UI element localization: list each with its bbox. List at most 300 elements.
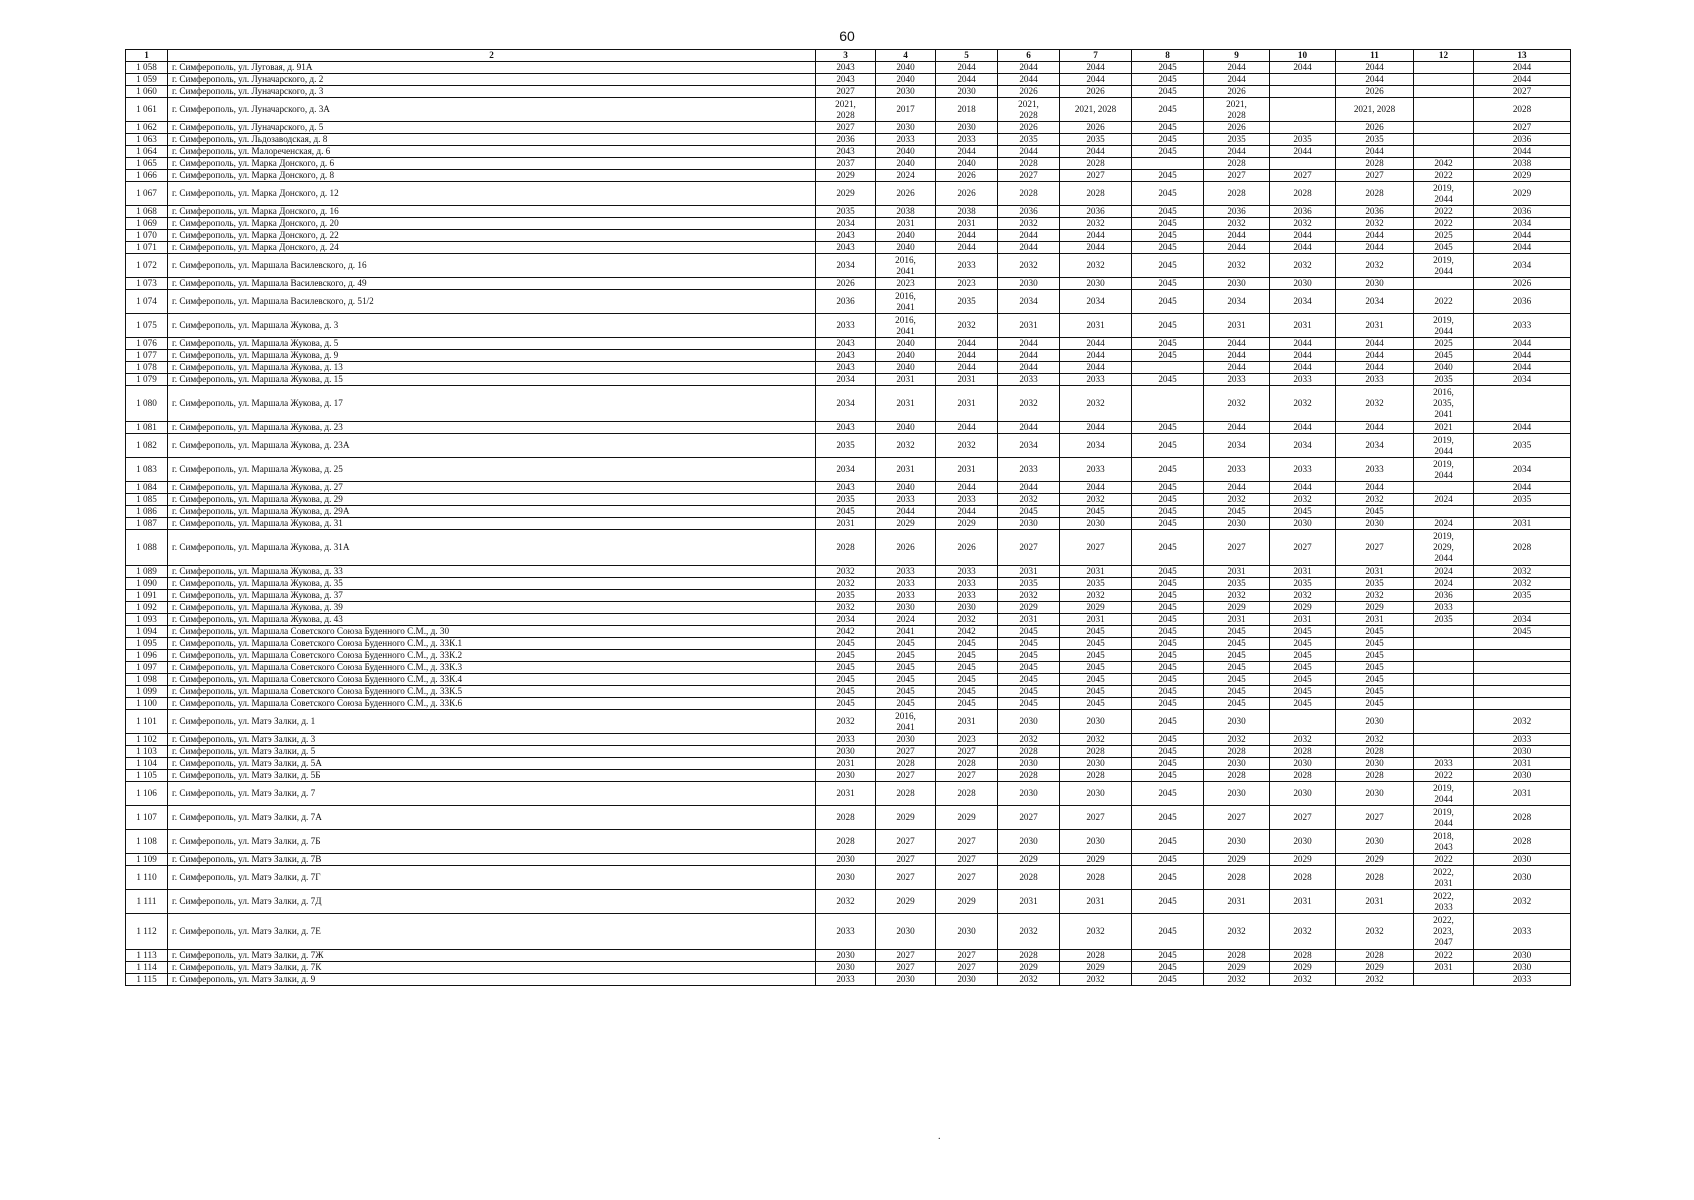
year-cell: 2034 <box>1474 374 1571 386</box>
year-cell: 2044 <box>1474 362 1571 374</box>
year-cell: 2031 <box>1336 614 1414 626</box>
year-cell: 2029 <box>1204 854 1270 866</box>
year-cell: 2018 <box>936 98 998 122</box>
column-header: 12 <box>1414 50 1474 62</box>
year-cell: 2045 <box>1132 62 1204 74</box>
year-cell: 2033 <box>876 578 936 590</box>
table-row <box>126 686 1571 698</box>
year-cell: 2033 <box>998 374 1060 386</box>
year-cell: 2035 <box>816 434 876 458</box>
row-number: 1 073 <box>126 278 168 290</box>
year-cell: 2031 <box>816 518 876 530</box>
year-cell: 2026 <box>1060 86 1132 98</box>
year-cell: 2045 <box>1336 686 1414 698</box>
year-cell: 2026 <box>1336 122 1414 134</box>
year-cell: 2045 <box>1132 578 1204 590</box>
year-cell: 2032 <box>936 314 998 338</box>
year-cell: 2027 <box>876 866 936 890</box>
table-row <box>126 146 1571 158</box>
year-cell: 2044 <box>1060 74 1132 86</box>
year-cell: 2032 <box>1060 494 1132 506</box>
year-cell: 2029 <box>1060 962 1132 974</box>
year-cell: 2044 <box>1204 230 1270 242</box>
year-cell: 2016, 2041 <box>876 314 936 338</box>
year-cell: 2032 <box>1204 974 1270 986</box>
year-cell: 2045 <box>1270 650 1336 662</box>
year-cell: 2045 <box>1132 830 1204 854</box>
year-cell: 2027 <box>816 122 876 134</box>
year-cell: 2044 <box>936 242 998 254</box>
year-cell: 2031 <box>1270 566 1336 578</box>
year-cell: 2027 <box>876 950 936 962</box>
year-cell: 2044 <box>1336 230 1414 242</box>
row-number: 1 087 <box>126 518 168 530</box>
year-cell: 2026 <box>998 122 1060 134</box>
year-cell: 2023 <box>936 734 998 746</box>
year-cell: 2044 <box>936 506 998 518</box>
year-cell: 2031 <box>936 218 998 230</box>
year-cell: 2032 <box>876 434 936 458</box>
year-cell: 2027 <box>998 530 1060 566</box>
year-cell: 2045 <box>1132 590 1204 602</box>
year-cell: 2042 <box>816 626 876 638</box>
year-cell: 2043 <box>816 230 876 242</box>
year-cell: 2028 <box>1204 746 1270 758</box>
year-cell: 2019, 2044 <box>1414 314 1474 338</box>
year-cell: 2044 <box>936 230 998 242</box>
table-row <box>126 242 1571 254</box>
year-cell: 2040 <box>876 230 936 242</box>
year-cell: 2030 <box>998 782 1060 806</box>
year-cell: 2029 <box>1474 170 1571 182</box>
year-cell: 2030 <box>998 758 1060 770</box>
address-cell: г. Симферополь, ул. Марка Донского, д. 20 <box>168 218 816 230</box>
year-cell: 2045 <box>1204 686 1270 698</box>
year-cell: 2030 <box>1270 278 1336 290</box>
year-cell <box>1474 602 1571 614</box>
year-cell: 2032 <box>998 914 1060 950</box>
year-cell: 2045 <box>1132 518 1204 530</box>
address-cell: г. Симферополь, ул. Маршала Жукова, д. 29 <box>168 494 816 506</box>
table-row <box>126 806 1571 830</box>
year-cell: 2044 <box>1060 62 1132 74</box>
year-cell: 2045 <box>998 674 1060 686</box>
year-cell: 2031 <box>876 374 936 386</box>
address-cell: г. Симферополь, ул. Матэ Залки, д. 7Б <box>168 830 816 854</box>
year-cell: 2045 <box>1132 506 1204 518</box>
year-cell: 2045 <box>876 662 936 674</box>
year-cell: 2032 <box>816 710 876 734</box>
year-cell: 2032 <box>998 218 1060 230</box>
table-row <box>126 734 1571 746</box>
address-cell: г. Симферополь, ул. Марка Донского, д. 22 <box>168 230 816 242</box>
address-cell: г. Симферополь, ул. Луначарского, д. 2 <box>168 74 816 86</box>
year-cell: 2045 <box>1132 350 1204 362</box>
year-cell <box>1414 638 1474 650</box>
year-cell: 2027 <box>936 830 998 854</box>
row-number: 1 108 <box>126 830 168 854</box>
row-number: 1 083 <box>126 458 168 482</box>
year-cell: 2034 <box>998 290 1060 314</box>
year-cell: 2032 <box>1060 590 1132 602</box>
year-cell: 2045 <box>1060 662 1132 674</box>
year-cell <box>1474 674 1571 686</box>
row-number: 1 095 <box>126 638 168 650</box>
year-cell: 2034 <box>816 386 876 422</box>
year-cell: 2033 <box>876 494 936 506</box>
address-cell: г. Симферополь, ул. Матэ Залки, д. 1 <box>168 710 816 734</box>
year-cell: 2032 <box>1060 386 1132 422</box>
page-number: 60 <box>839 28 855 44</box>
year-cell: 2044 <box>1270 362 1336 374</box>
table-row <box>126 254 1571 278</box>
year-cell: 2027 <box>876 746 936 758</box>
year-cell <box>1414 122 1474 134</box>
table-row <box>126 134 1571 146</box>
year-cell: 2032 <box>1474 890 1571 914</box>
address-cell: г. Симферополь, ул. Льдозаводская, д. 8 <box>168 134 816 146</box>
year-cell: 2044 <box>1270 146 1336 158</box>
table-row <box>126 890 1571 914</box>
table-row <box>126 386 1571 422</box>
year-cell: 2040 <box>876 242 936 254</box>
year-cell: 2045 <box>1270 506 1336 518</box>
year-cell: 2031 <box>1204 890 1270 914</box>
year-cell: 2033 <box>1474 734 1571 746</box>
address-cell: г. Симферополь, ул. Марка Донского, д. 12 <box>168 182 816 206</box>
address-cell: г. Симферополь, ул. Маршала Жукова, д. 3 <box>168 314 816 338</box>
year-cell: 2033 <box>1060 458 1132 482</box>
year-cell: 2044 <box>1204 362 1270 374</box>
address-cell: г. Симферополь, ул. Маршала Василевского, д. 51/2 <box>168 290 816 314</box>
year-cell: 2032 <box>1060 218 1132 230</box>
address-cell: г. Симферополь, ул. Маршала Жукова, д. 5 <box>168 338 816 350</box>
year-cell: 2027 <box>1336 530 1414 566</box>
address-cell: г. Симферополь, ул. Маршала Жукова, д. 23А <box>168 434 816 458</box>
year-cell: 2022 <box>1414 170 1474 182</box>
year-cell <box>1414 698 1474 710</box>
year-cell: 2032 <box>1270 254 1336 278</box>
row-number: 1 061 <box>126 98 168 122</box>
year-cell: 2033 <box>876 590 936 602</box>
year-cell: 2045 <box>816 506 876 518</box>
table-row <box>126 674 1571 686</box>
year-cell: 2045 <box>1132 494 1204 506</box>
year-cell: 2035 <box>1204 134 1270 146</box>
year-cell: 2045 <box>998 686 1060 698</box>
year-cell: 2030 <box>876 86 936 98</box>
address-cell: г. Симферополь, ул. Маршала Жукова, д. 9 <box>168 350 816 362</box>
address-cell: г. Симферополь, ул. Матэ Залки, д. 5 <box>168 746 816 758</box>
year-cell: 2032 <box>816 578 876 590</box>
year-cell: 2038 <box>876 206 936 218</box>
year-cell: 2022 <box>1414 218 1474 230</box>
address-cell: г. Симферополь, ул. Луговая, д. 91А <box>168 62 816 74</box>
year-cell: 2032 <box>1204 386 1270 422</box>
year-cell: 2044 <box>936 338 998 350</box>
row-number: 1 058 <box>126 62 168 74</box>
year-cell: 2032 <box>936 614 998 626</box>
year-cell: 2034 <box>1474 254 1571 278</box>
table-row <box>126 362 1571 374</box>
column-header: 13 <box>1474 50 1571 62</box>
year-cell: 2023 <box>876 278 936 290</box>
year-cell: 2028 <box>1474 830 1571 854</box>
year-cell: 2045 <box>1132 314 1204 338</box>
row-number: 1 092 <box>126 602 168 614</box>
year-cell: 2044 <box>1204 422 1270 434</box>
year-cell: 2031 <box>998 890 1060 914</box>
year-cell: 2026 <box>876 530 936 566</box>
year-cell: 2045 <box>1132 134 1204 146</box>
address-cell: г. Симферополь, ул. Маршала Жукова, д. 17 <box>168 386 816 422</box>
year-cell: 2036 <box>1336 206 1414 218</box>
address-cell: г. Симферополь, ул. Марка Донского, д. 24 <box>168 242 816 254</box>
year-cell: 2043 <box>816 242 876 254</box>
row-number: 1 094 <box>126 626 168 638</box>
year-cell: 2030 <box>1474 746 1571 758</box>
year-cell: 2024 <box>1414 578 1474 590</box>
year-cell: 2030 <box>998 830 1060 854</box>
year-cell: 2035 <box>1474 434 1571 458</box>
year-cell: 2044 <box>1336 74 1414 86</box>
year-cell: 2032 <box>1336 494 1414 506</box>
address-cell: г. Симферополь, ул. Матэ Залки, д. 7В <box>168 854 816 866</box>
year-cell: 2045 <box>1132 530 1204 566</box>
year-cell: 2028 <box>1474 530 1571 566</box>
year-cell: 2029 <box>1474 182 1571 206</box>
address-cell: г. Симферополь, ул. Маршала Советского Союза Буденного С.М., д. 33К.6 <box>168 698 816 710</box>
year-cell: 2019, 2044 <box>1414 434 1474 458</box>
year-cell: 2045 <box>998 638 1060 650</box>
year-cell: 2036 <box>1270 206 1336 218</box>
year-cell: 2028 <box>1204 866 1270 890</box>
year-cell: 2027 <box>1060 170 1132 182</box>
year-cell: 2044 <box>1270 338 1336 350</box>
year-cell: 2031 <box>1204 314 1270 338</box>
year-cell: 2045 <box>998 650 1060 662</box>
address-cell: г. Симферополь, ул. Матэ Залки, д. 7Д <box>168 890 816 914</box>
year-cell: 2029 <box>936 518 998 530</box>
year-cell: 2045 <box>1132 770 1204 782</box>
year-cell: 2045 <box>876 650 936 662</box>
year-cell: 2031 <box>1060 314 1132 338</box>
year-cell: 2028 <box>876 782 936 806</box>
year-cell <box>1132 362 1204 374</box>
year-cell: 2045 <box>816 662 876 674</box>
year-cell: 2030 <box>1336 278 1414 290</box>
year-cell: 2045 <box>998 698 1060 710</box>
year-cell: 2035 <box>1414 614 1474 626</box>
year-cell: 2031 <box>1474 782 1571 806</box>
year-cell: 2045 <box>1132 866 1204 890</box>
year-cell: 2019, 2044 <box>1414 182 1474 206</box>
year-cell: 2032 <box>1204 734 1270 746</box>
year-cell: 2044 <box>936 74 998 86</box>
year-cell: 2045 <box>1270 626 1336 638</box>
year-cell: 2032 <box>1204 254 1270 278</box>
year-cell <box>1474 662 1571 674</box>
year-cell: 2045 <box>936 674 998 686</box>
year-cell: 2044 <box>1270 482 1336 494</box>
year-cell: 2044 <box>1270 422 1336 434</box>
year-cell: 2032 <box>1204 494 1270 506</box>
table-row <box>126 290 1571 314</box>
address-cell: г. Симферополь, ул. Маршала Советского Союза Буденного С.М., д. 33К.3 <box>168 662 816 674</box>
year-cell: 2029 <box>1270 854 1336 866</box>
year-cell <box>1270 98 1336 122</box>
year-cell: 2030 <box>876 122 936 134</box>
year-cell: 2031 <box>1204 566 1270 578</box>
column-header: 6 <box>998 50 1060 62</box>
year-cell: 2030 <box>1336 518 1414 530</box>
year-cell: 2044 <box>1060 422 1132 434</box>
address-cell: г. Симферополь, ул. Маршала Жукова, д. 37 <box>168 590 816 602</box>
year-cell: 2044 <box>1336 338 1414 350</box>
year-cell: 2028 <box>1336 746 1414 758</box>
year-cell: 2030 <box>1204 710 1270 734</box>
row-number: 1 086 <box>126 506 168 518</box>
year-cell: 2031 <box>1336 314 1414 338</box>
year-cell: 2045 <box>1336 698 1414 710</box>
year-cell: 2044 <box>998 146 1060 158</box>
year-cell: 2045 <box>1132 170 1204 182</box>
year-cell: 2045 <box>816 686 876 698</box>
year-cell: 2029 <box>816 182 876 206</box>
year-cell: 2027 <box>1204 806 1270 830</box>
year-cell: 2027 <box>1336 806 1414 830</box>
address-cell: г. Симферополь, ул. Маршала Советского Союза Буденного С.М., д. 33К.1 <box>168 638 816 650</box>
year-cell: 2033 <box>816 914 876 950</box>
year-cell: 2045 <box>1132 218 1204 230</box>
year-cell: 2027 <box>876 854 936 866</box>
year-cell: 2045 <box>1204 698 1270 710</box>
year-cell <box>1414 146 1474 158</box>
year-cell: 2021, 2028 <box>1060 98 1132 122</box>
year-cell: 2032 <box>998 974 1060 986</box>
year-cell: 2027 <box>998 170 1060 182</box>
year-cell: 2034 <box>816 458 876 482</box>
table-row <box>126 170 1571 182</box>
year-cell: 2036 <box>1474 134 1571 146</box>
year-cell: 2027 <box>936 866 998 890</box>
address-cell: г. Симферополь, ул. Маршала Жукова, д. 33 <box>168 566 816 578</box>
column-header: 1 <box>126 50 168 62</box>
year-cell: 2028 <box>816 806 876 830</box>
year-cell: 2026 <box>936 182 998 206</box>
year-cell: 2044 <box>998 62 1060 74</box>
year-cell: 2028 <box>1060 182 1132 206</box>
year-cell: 2027 <box>1204 530 1270 566</box>
year-cell: 2045 <box>1132 698 1204 710</box>
year-cell: 2045 <box>998 662 1060 674</box>
year-cell: 2030 <box>998 710 1060 734</box>
year-cell: 2044 <box>998 482 1060 494</box>
year-cell: 2041 <box>876 626 936 638</box>
address-cell: г. Симферополь, ул. Маршала Василевского, д. 49 <box>168 278 816 290</box>
year-cell: 2030 <box>816 854 876 866</box>
year-cell: 2030 <box>936 122 998 134</box>
address-cell: г. Симферополь, ул. Луначарского, д. 3А <box>168 98 816 122</box>
year-cell: 2033 <box>876 566 936 578</box>
year-cell: 2030 <box>876 602 936 614</box>
year-cell <box>1414 746 1474 758</box>
year-cell: 2029 <box>1060 602 1132 614</box>
address-cell: г. Симферополь, ул. Маршала Советского Союза Буденного С.М., д. 33К.4 <box>168 674 816 686</box>
year-cell: 2029 <box>1270 962 1336 974</box>
year-cell: 2035 <box>1474 494 1571 506</box>
year-cell: 2045 <box>1060 686 1132 698</box>
year-cell: 2032 <box>998 734 1060 746</box>
year-cell: 2027 <box>1060 806 1132 830</box>
table-row <box>126 698 1571 710</box>
year-cell: 2032 <box>1336 590 1414 602</box>
year-cell: 2044 <box>998 230 1060 242</box>
row-number: 1 091 <box>126 590 168 602</box>
year-cell: 2035 <box>936 290 998 314</box>
year-cell: 2045 <box>1132 758 1204 770</box>
address-cell: г. Симферополь, ул. Матэ Залки, д. 5Б <box>168 770 816 782</box>
row-number: 1 081 <box>126 422 168 434</box>
year-cell: 2028 <box>998 158 1060 170</box>
year-cell: 2044 <box>1474 482 1571 494</box>
year-cell: 2029 <box>1204 602 1270 614</box>
table-row <box>126 230 1571 242</box>
year-cell: 2029 <box>1060 854 1132 866</box>
year-cell: 2028 <box>1204 950 1270 962</box>
table-row <box>126 518 1571 530</box>
table-row <box>126 710 1571 734</box>
year-cell: 2022, 2033 <box>1414 890 1474 914</box>
year-cell: 2030 <box>816 746 876 758</box>
year-cell: 2044 <box>1336 482 1414 494</box>
year-cell: 2022 <box>1414 950 1474 962</box>
year-cell: 2032 <box>1336 254 1414 278</box>
year-cell: 2027 <box>936 950 998 962</box>
row-number: 1 110 <box>126 866 168 890</box>
table-row <box>126 278 1571 290</box>
year-cell: 2038 <box>1474 158 1571 170</box>
address-cell: г. Симферополь, ул. Маршала Жукова, д. 25 <box>168 458 816 482</box>
year-cell: 2031 <box>1414 962 1474 974</box>
year-cell: 2045 <box>936 650 998 662</box>
year-cell: 2028 <box>1060 746 1132 758</box>
year-cell: 2030 <box>998 278 1060 290</box>
year-cell: 2031 <box>1060 890 1132 914</box>
row-number: 1 078 <box>126 362 168 374</box>
year-cell: 2045 <box>1132 602 1204 614</box>
row-number: 1 090 <box>126 578 168 590</box>
year-cell: 2044 <box>936 362 998 374</box>
year-cell: 2045 <box>1132 854 1204 866</box>
year-cell: 2022 <box>1414 290 1474 314</box>
year-cell: 2031 <box>1270 314 1336 338</box>
year-cell: 2045 <box>1204 662 1270 674</box>
year-cell: 2023 <box>936 278 998 290</box>
year-cell <box>1414 974 1474 986</box>
row-number: 1 082 <box>126 434 168 458</box>
address-cell: г. Симферополь, ул. Матэ Залки, д. 7Ж <box>168 950 816 962</box>
row-number: 1 100 <box>126 698 168 710</box>
year-cell: 2028 <box>1474 98 1571 122</box>
row-number: 1 085 <box>126 494 168 506</box>
year-cell: 2045 <box>1060 650 1132 662</box>
year-cell: 2028 <box>998 770 1060 782</box>
year-cell: 2027 <box>936 854 998 866</box>
year-cell: 2045 <box>1132 974 1204 986</box>
year-cell: 2029 <box>1336 962 1414 974</box>
year-cell: 2030 <box>1474 866 1571 890</box>
